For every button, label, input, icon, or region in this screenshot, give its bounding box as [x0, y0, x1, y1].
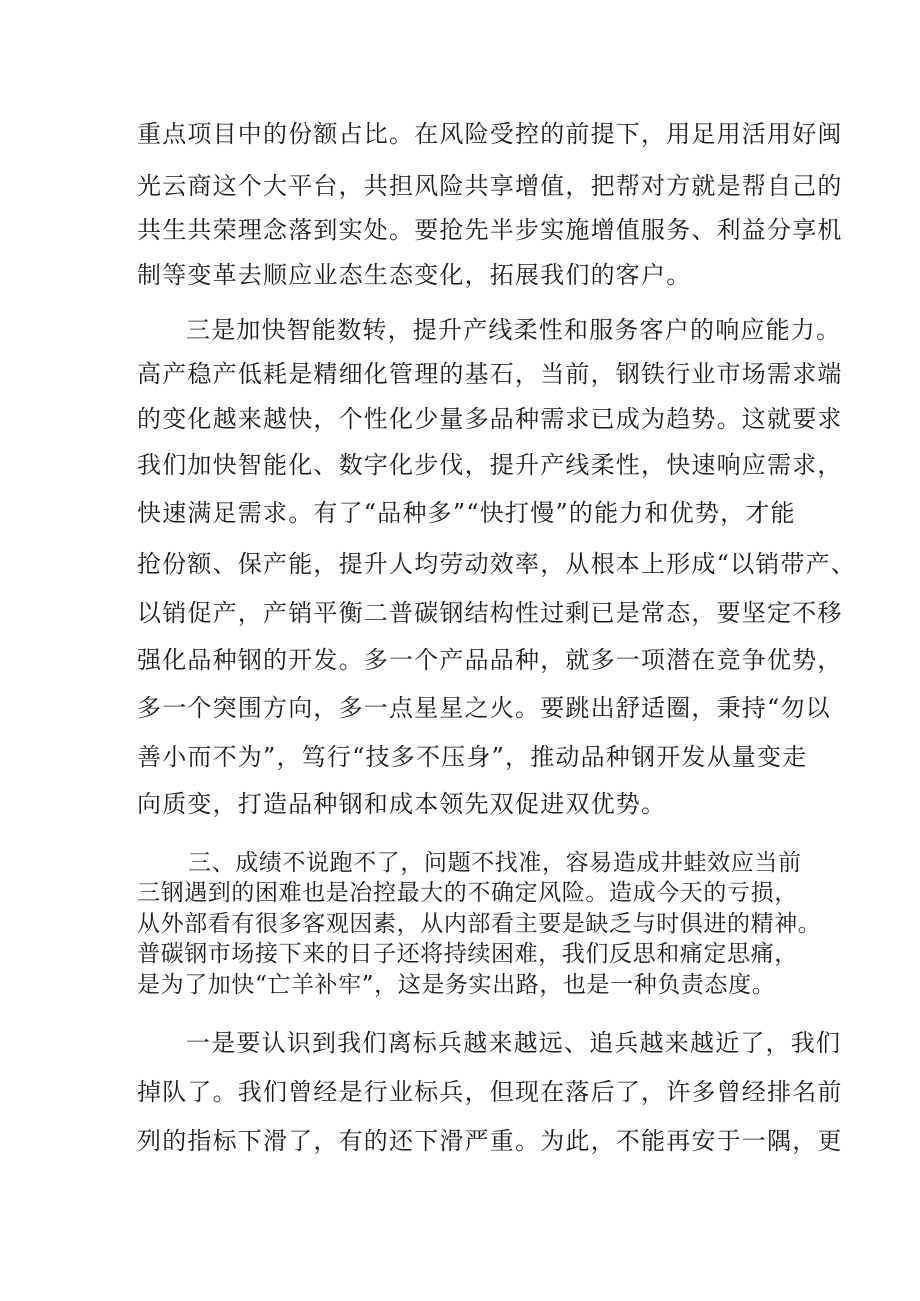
text-line: 掉队了。我们曾经是行业标兵，但现在落后了，许多曾经排名前 — [137, 1078, 843, 1106]
text-line: 三、成绩不说跑不了，问题不找准，容易造成井蛙效应当前 — [188, 850, 802, 876]
text-line: 强化品种钢的开发。多一个产品品种，就多一项潜在竞争优势， — [137, 646, 843, 674]
text-line: 一是要认识到我们离标兵越来越远、追兵越来越近了，我们 — [186, 1029, 842, 1057]
text-line: 从外部看有很多客观因素，从内部看主要是缺乏与时俱进的精神。 — [137, 911, 822, 937]
text-line: 向质变，打造品种钢和成本领先双促进双优势。 — [137, 790, 667, 818]
text-line: 三是加快智能数转，提升产线柔性和服务客户的响应能力。 — [186, 316, 842, 344]
text-line: 以销促产，产销平衡二普碳钢结构性过剩已是常态，要坚定不移 — [137, 599, 843, 627]
text-line: 列的指标下滑了，有的还下滑严重。为此，不能再安于一隅，更 — [137, 1127, 843, 1155]
text-line: 普碳钢市场接下来的日子还将持续困难，我们反思和痛定思痛， — [137, 941, 798, 967]
text-line: 高产稳产低耗是精细化管理的基石，当前，钢铁行业市场需求端 — [137, 360, 843, 388]
text-line: 重点项目中的份额占比。在风险受控的前提下，用足用活用好闽 — [137, 120, 843, 148]
text-line: 我们加快智能化、数字化步伐，提升产线柔性，快速响应需求， — [137, 451, 843, 479]
text-line: 抢份额、保产能，提升人均劳动效率，从根本上形成“以销带产、 — [137, 550, 857, 578]
text-line: 共生共荣理念落到实处。要抢先半步实施增值服务、利益分享机 — [137, 216, 843, 244]
text-line: 快速满足需求。有了“品种多”“快打慢”的能力和优势，才能 — [137, 499, 796, 527]
text-line: 善小而不为”，笃行“技多不压身”，推动品种钢开发从量变走 — [137, 743, 808, 771]
text-line: 三钢遇到的困难也是冶控最大的不确定风险。造成今天的亏损， — [137, 880, 798, 906]
text-line: 光云商这个大平台，共担风险共享增值，把帮对方就是帮自己的 — [137, 172, 843, 200]
text-line: 制等变革去顺应业态生态变化，拓展我们的客户。 — [137, 261, 692, 289]
text-line: 的变化越来越快，个性化少量多品种需求已成为趋势。这就要求 — [137, 405, 843, 433]
text-line: 是为了加快“亡羊补牢”，这是务实出路，也是一种负责态度。 — [137, 972, 776, 998]
text-line: 多一个突围方向，多一点星星之火。要跳出舒适圈，秉持“勿以 — [137, 694, 831, 722]
